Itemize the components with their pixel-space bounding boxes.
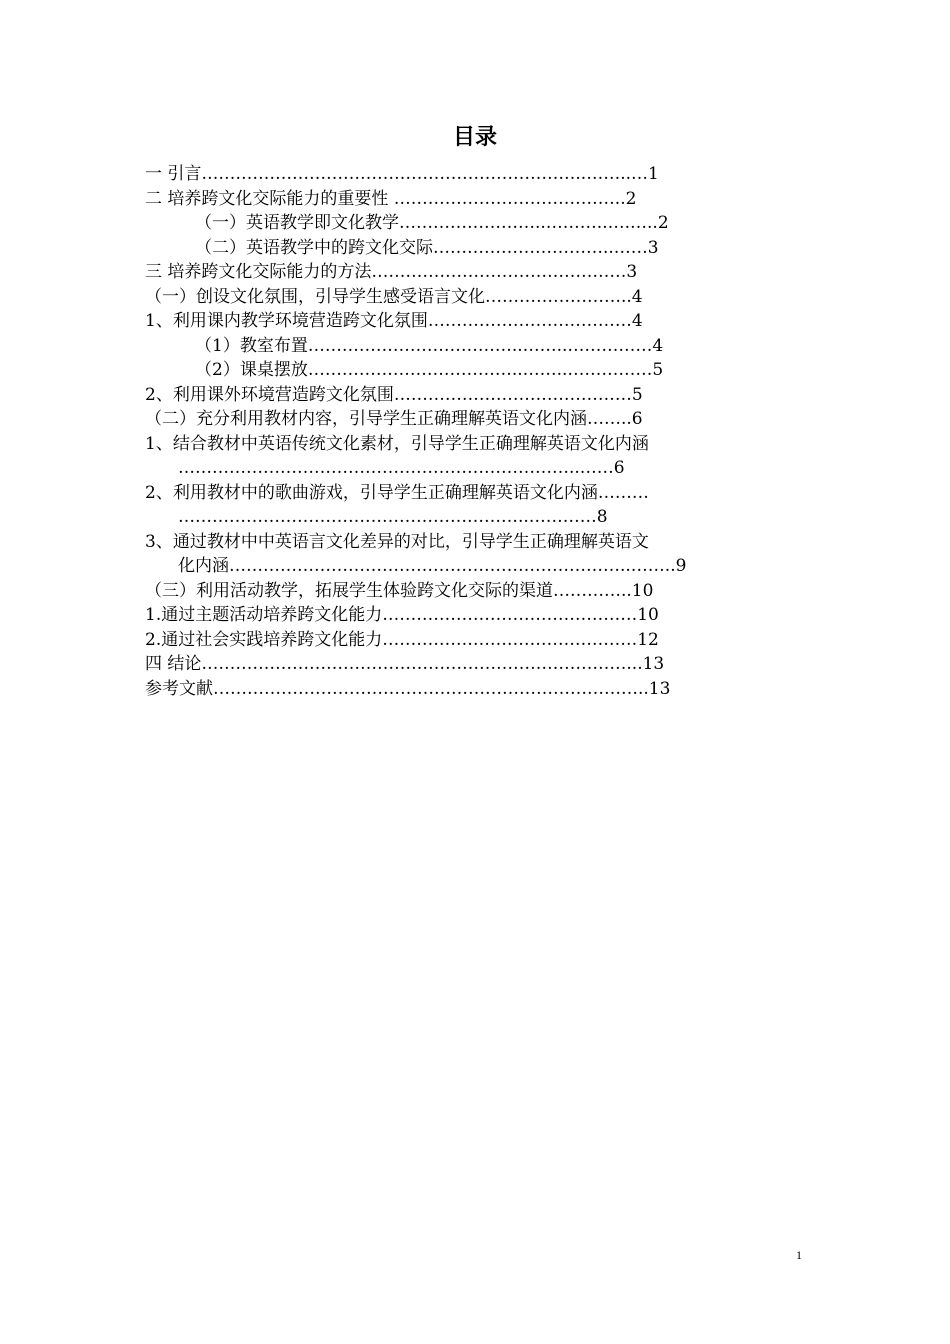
toc-entry[interactable]: 1、结合教材中英语传统文化素材，引导学生正确理解英语文化内涵 [145, 433, 649, 454]
toc-entry[interactable]: 二 培养跨文化交际能力的重要性 …………………………………..2 [145, 188, 637, 209]
toc-entry[interactable]: （一）英语教学即文化教学……………………..………..….…..2 [195, 213, 669, 233]
toc-entry[interactable]: 1.通过主题活动培养跨文化能力………………………………………10 [145, 605, 659, 625]
toc-entry[interactable]: （1）教室布置………………………………..……..……………4 [195, 335, 664, 356]
toc-entry[interactable]: （二）英语教学中的跨文化交际…………………………..……3 [195, 237, 659, 258]
page-number: 1 [796, 1248, 802, 1262]
toc-entry[interactable]: 2.通过社会实践培养跨文化能力………………………………………12 [145, 629, 659, 650]
toc-entry[interactable]: 参考文献…………………………………………………………………..13 [145, 678, 671, 699]
toc-entry[interactable]: 一 引言…………………………………………………………..……..…1 [145, 164, 659, 184]
toc-entry-continuation[interactable]: ……………………………………………………………..……6 [178, 458, 625, 478]
toc-entry[interactable]: 2、利用教材中的歌曲游戏，引导学生正确理解英语文化内涵……… [145, 482, 649, 503]
toc-entry[interactable]: （二）充分利用教材内容，引导学生正确理解英语文化内涵……..6 [145, 409, 643, 429]
toc-title: 目录 [452, 125, 497, 150]
table-of-contents [145, 162, 810, 701]
toc-entry-continuation[interactable]: ……………………………………………………..…………8 [178, 507, 608, 527]
toc-entry[interactable]: 3、通过教材中中英语言文化差异的对比，引导学生正确理解英语文 [145, 531, 649, 552]
toc-entry[interactable]: 三 培养跨文化交际能力的方法………………………………………3 [145, 262, 638, 282]
toc-entry[interactable]: 1、利用课内教学环境营造跨文化氛围………………………………4 [145, 311, 643, 331]
toc-entry[interactable]: 四 结论…………………………………………………………………...13 [145, 654, 665, 674]
toc-entry-continuation[interactable]: 化内涵……………………………………………………………..……..9 [178, 556, 687, 576]
toc-entry[interactable]: （2）课桌摆放………………………………..……..……………5 [195, 360, 664, 380]
toc-entry[interactable]: （三）利用活动教学，拓展学生体验跨文化交际的渠道…………..10 [145, 580, 654, 601]
toc-entry[interactable]: （一）创设文化氛围，引导学生感受语言文化……………………..4 [145, 286, 643, 307]
toc-entry[interactable]: 2、利用课外环境营造跨文化氛围……………………………………5 [145, 384, 643, 405]
